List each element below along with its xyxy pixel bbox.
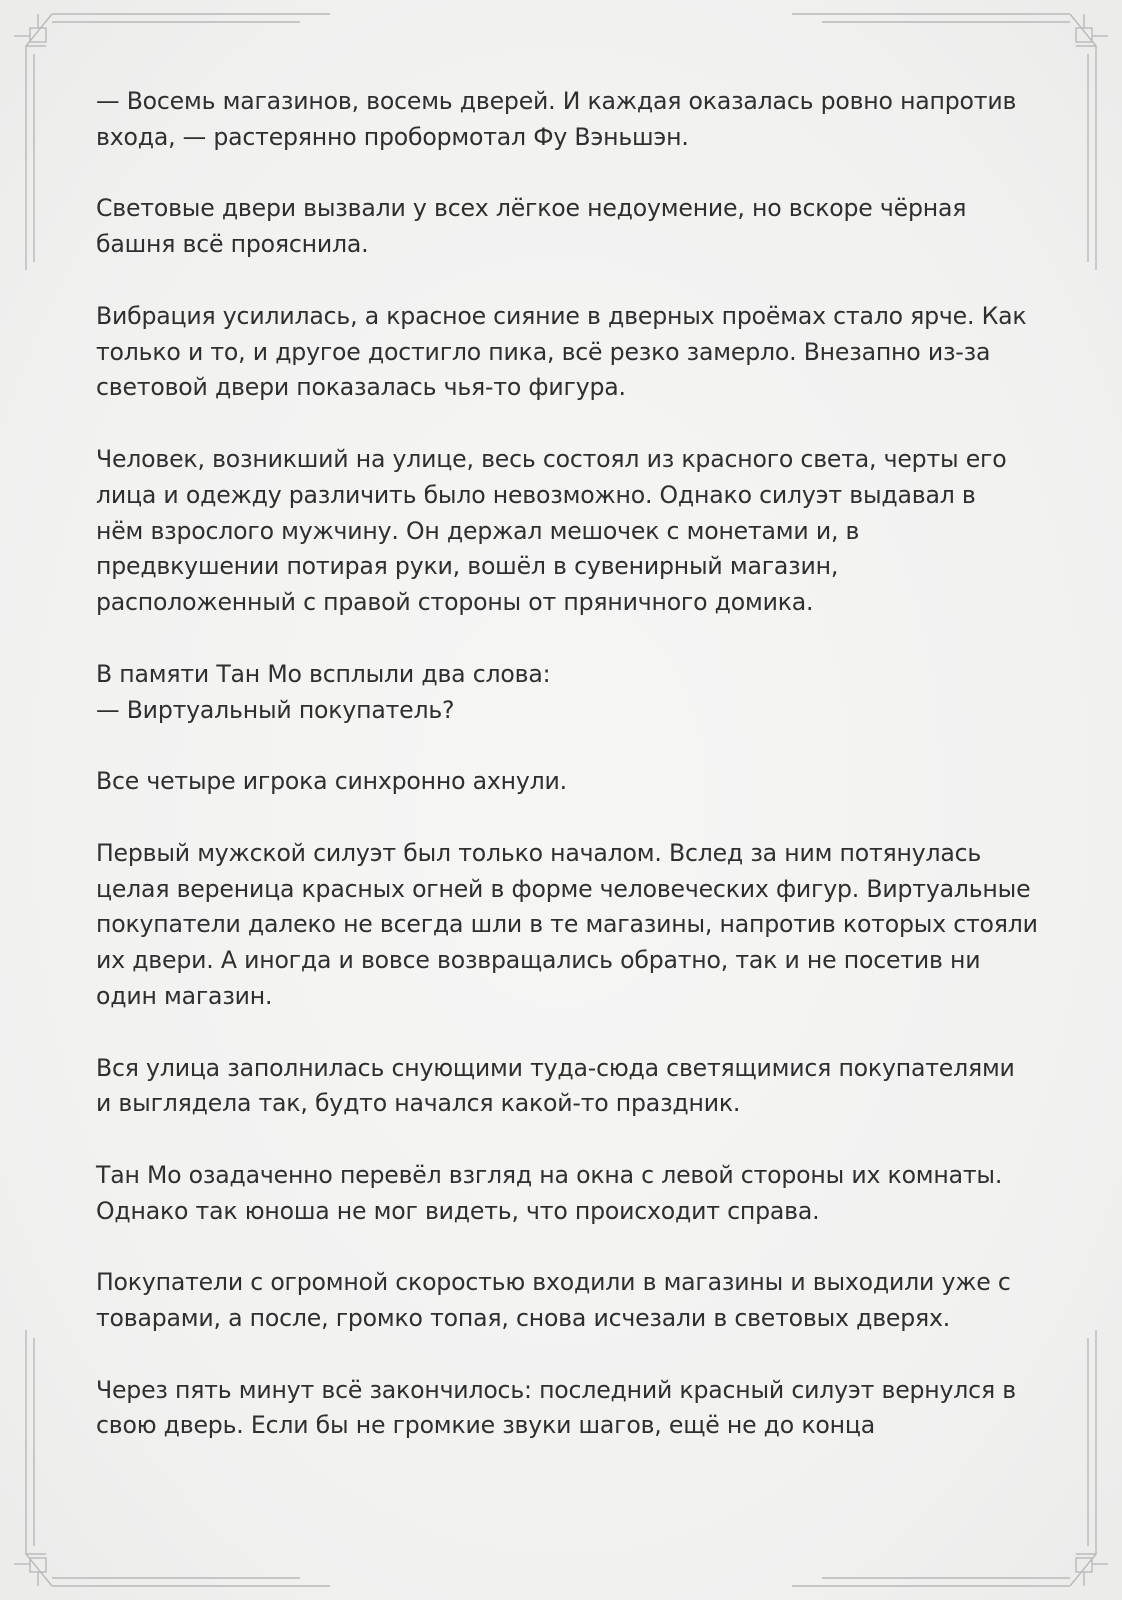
text-line: один магазин. <box>96 981 273 1010</box>
text-paragraph <box>96 299 1046 406</box>
text-paragraph <box>96 1051 1046 1123</box>
text-paragraph <box>96 836 1046 1015</box>
text-line: целая вереница красных огней в форме человеческих фигур. Виртуальные <box>96 874 1031 903</box>
text-line: световой двери показалась чья-то фигура. <box>96 373 626 402</box>
text-line: нём взрослого мужчину. Он держал мешочек с монетами и, в <box>96 516 860 545</box>
text-line: Все четыре игрока синхронно ахнули. <box>96 767 567 796</box>
text-line: покупатели далеко не всегда шли в те магазины, напротив которых стояли <box>96 910 1038 939</box>
text-line: только и то, и другое достигло пика, всё резко замерло. Внезапно из-за <box>96 337 991 366</box>
text-line: Вся улица заполнилась снующими туда-сюда светящимися покупателями <box>96 1053 1015 1082</box>
text-line: предвкушении потирая руки, вошёл в сувенирный магазин, <box>96 552 839 581</box>
text-line: Человек, возникший на улице, весь состоял из красного света, черты его <box>96 444 1007 473</box>
chapter-text <box>96 84 1046 1480</box>
text-line: товарами, а после, громко топая, снова исчезали в световых дверях. <box>96 1304 951 1333</box>
text-line: Через пять минут всё закончилось: последний красный силуэт вернулся в <box>96 1375 1016 1404</box>
text-paragraph <box>96 84 1046 156</box>
text-line: — Восемь магазинов, восемь дверей. И каждая оказалась ровно напротив <box>96 87 1017 115</box>
text-line: Однако так юноша не мог видеть, что происходит справа. <box>96 1196 820 1225</box>
text-line: башня всё прояснила. <box>96 230 369 259</box>
text-paragraph <box>96 1265 1046 1337</box>
text-line: Первый мужской силуэт был только началом. Вслед за ним потянулась <box>96 838 982 867</box>
text-line: входа, — растерянно пробормотал Фу Вэньшэн. <box>96 122 689 151</box>
text-line: лица и одежду различить было невозможно. Однако силуэт выдавал в <box>96 480 976 509</box>
text-paragraph <box>96 191 1046 263</box>
text-line: свою дверь. Если бы не громкие звуки шагов, ещё не до конца <box>96 1411 875 1440</box>
text-paragraph <box>96 1158 1046 1230</box>
text-line: и выглядела так, будто начался какой-то праздник. <box>96 1089 741 1118</box>
text-line: Тан Мо озадаченно перевёл взгляд на окна с левой стороны их комнаты. <box>96 1160 1003 1189</box>
text-line: В памяти Тан Мо всплыли два слова: <box>96 659 551 688</box>
text-paragraph <box>96 442 1046 621</box>
text-line: Покупатели с огромной скоростью входили в магазины и выходили уже с <box>96 1268 1011 1297</box>
text-paragraph <box>96 764 1046 800</box>
text-line: — Виртуальный покупатель? <box>96 695 455 724</box>
text-line: Световые двери вызвали у всех лёгкое недоумение, но вскоре чёрная <box>96 194 967 223</box>
text-line: Вибрация усилилась, а красное сияние в дверных проёмах стало ярче. Как <box>96 301 1027 330</box>
text-paragraph <box>96 657 1046 729</box>
text-paragraph <box>96 1373 1046 1445</box>
text-line: расположенный с правой стороны от пряничного домика. <box>96 588 814 617</box>
text-line: их двери. А иногда и вовсе возвращались обратно, так и не посетив ни <box>96 946 981 975</box>
